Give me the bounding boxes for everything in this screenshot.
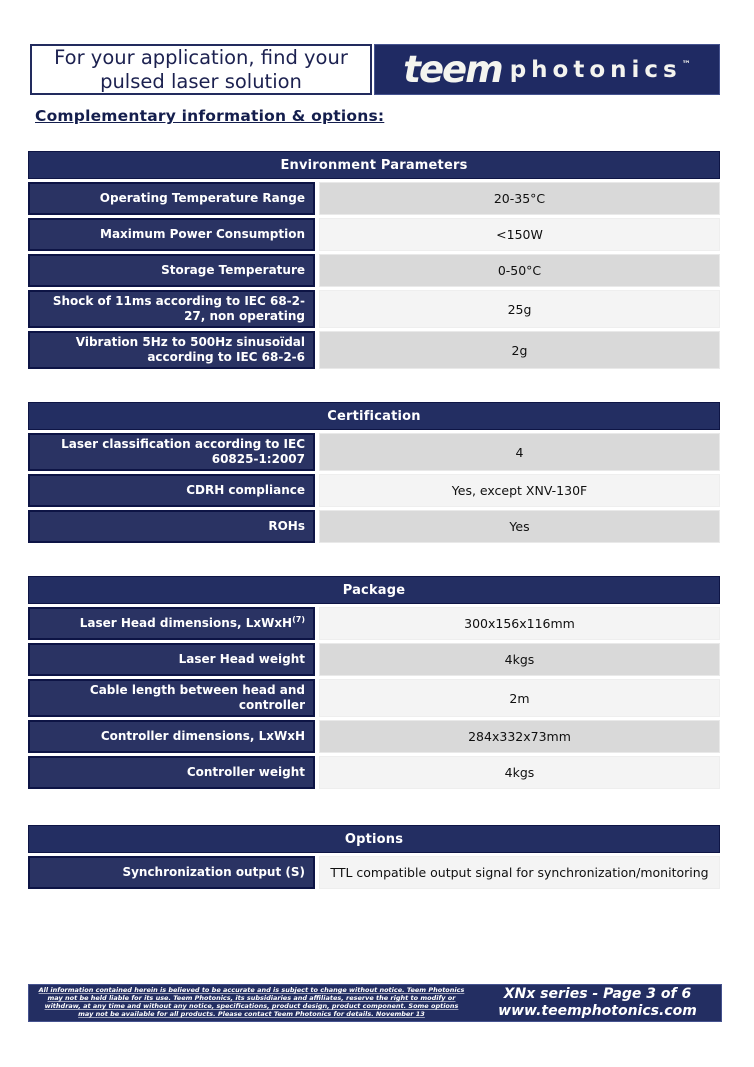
table-row	[28, 182, 720, 215]
tables	[28, 0, 720, 1067]
row-value: 4kgs	[319, 756, 720, 789]
row-value: Yes	[319, 510, 720, 543]
row-label: ROHs	[28, 510, 315, 543]
series-page-label: XNx series - Page 3 of 6	[503, 986, 692, 1002]
footer-page-info	[474, 985, 721, 1021]
row-value: 2m	[319, 679, 720, 717]
footer-bar	[28, 984, 722, 1022]
table-row	[28, 856, 720, 889]
table-row	[28, 756, 720, 789]
page-title: Complementary information & options:	[35, 107, 385, 125]
row-value: 4kgs	[319, 643, 720, 676]
table-row	[28, 290, 720, 328]
table-certification	[28, 402, 720, 546]
row-label: Operating Temperature Range	[28, 182, 315, 215]
table-title: Certification	[28, 402, 720, 430]
row-label: Storage Temperature	[28, 254, 315, 287]
row-label: Vibration 5Hz to 500Hz sinusoïdal according to IEC 68-2-6	[28, 331, 315, 369]
table-row	[28, 331, 720, 369]
row-label: Synchronization output (S)	[28, 856, 315, 889]
table-row	[28, 254, 720, 287]
row-label: Cable length between head and controller	[28, 679, 315, 717]
tagline-line-2: pulsed laser solution	[100, 69, 302, 93]
row-value: Yes, except XNV-130F	[319, 474, 720, 507]
table-row	[28, 720, 720, 753]
row-value: <150W	[319, 218, 720, 251]
table-row	[28, 510, 720, 543]
table-row	[28, 679, 720, 717]
table-environment-parameters	[28, 151, 720, 372]
table-title: Options	[28, 825, 720, 853]
row-label: Controller weight	[28, 756, 315, 789]
row-value: 20-35°C	[319, 182, 720, 215]
tagline-line-1: For your application, find your	[54, 45, 348, 69]
row-value: 2g	[319, 331, 720, 369]
footer-disclaimer: All information contained herein is believed to be accurate and is subject to change without notice. Teem Photonics may not be held liable for its use. Teem Photonics, its subsidiaries and affiliates, reserve the right to modify or withdraw, at any time and without any notice, specifications, product design, product component. Some options may not be available for all products. Please contact Teem Photonics for details. November 13	[38, 986, 465, 1018]
table-row	[28, 474, 720, 507]
website-link[interactable]: www.teemphotonics.com	[498, 1003, 697, 1019]
row-value: 0-50°C	[319, 254, 720, 287]
row-value: 25g	[319, 290, 720, 328]
row-label: Laser Head dimensions, LxWxH$^{(7)}$	[28, 607, 315, 640]
table-row	[28, 433, 720, 471]
trademark-symbol: ™	[681, 59, 691, 70]
row-label: CDRH compliance	[28, 474, 315, 507]
table-options	[28, 825, 720, 892]
logo-photonics-text: photonics™	[509, 56, 691, 83]
row-value: 300x156x116mm	[319, 607, 720, 640]
table-title: Package	[28, 576, 720, 604]
table-row	[28, 218, 720, 251]
row-label: Laser classification according to IEC 60825-1:2007	[28, 433, 315, 471]
row-value: TTL compatible output signal for synchronization/monitoring	[319, 856, 720, 889]
table-row	[28, 607, 720, 640]
row-label: Laser Head weight	[28, 643, 315, 676]
footnote-ref: (7)	[292, 615, 305, 624]
row-label: Controller dimensions, LxWxH	[28, 720, 315, 753]
table-title: Environment Parameters	[28, 151, 720, 179]
table-package	[28, 576, 720, 792]
table-row	[28, 643, 720, 676]
row-label: Maximum Power Consumption	[28, 218, 315, 251]
row-label: Shock of 11ms according to IEC 68-2-27, non operating	[28, 290, 315, 328]
row-value: 4	[319, 433, 720, 471]
logo-brand-text: teem	[403, 48, 502, 91]
row-value: 284x332x73mm	[319, 720, 720, 753]
